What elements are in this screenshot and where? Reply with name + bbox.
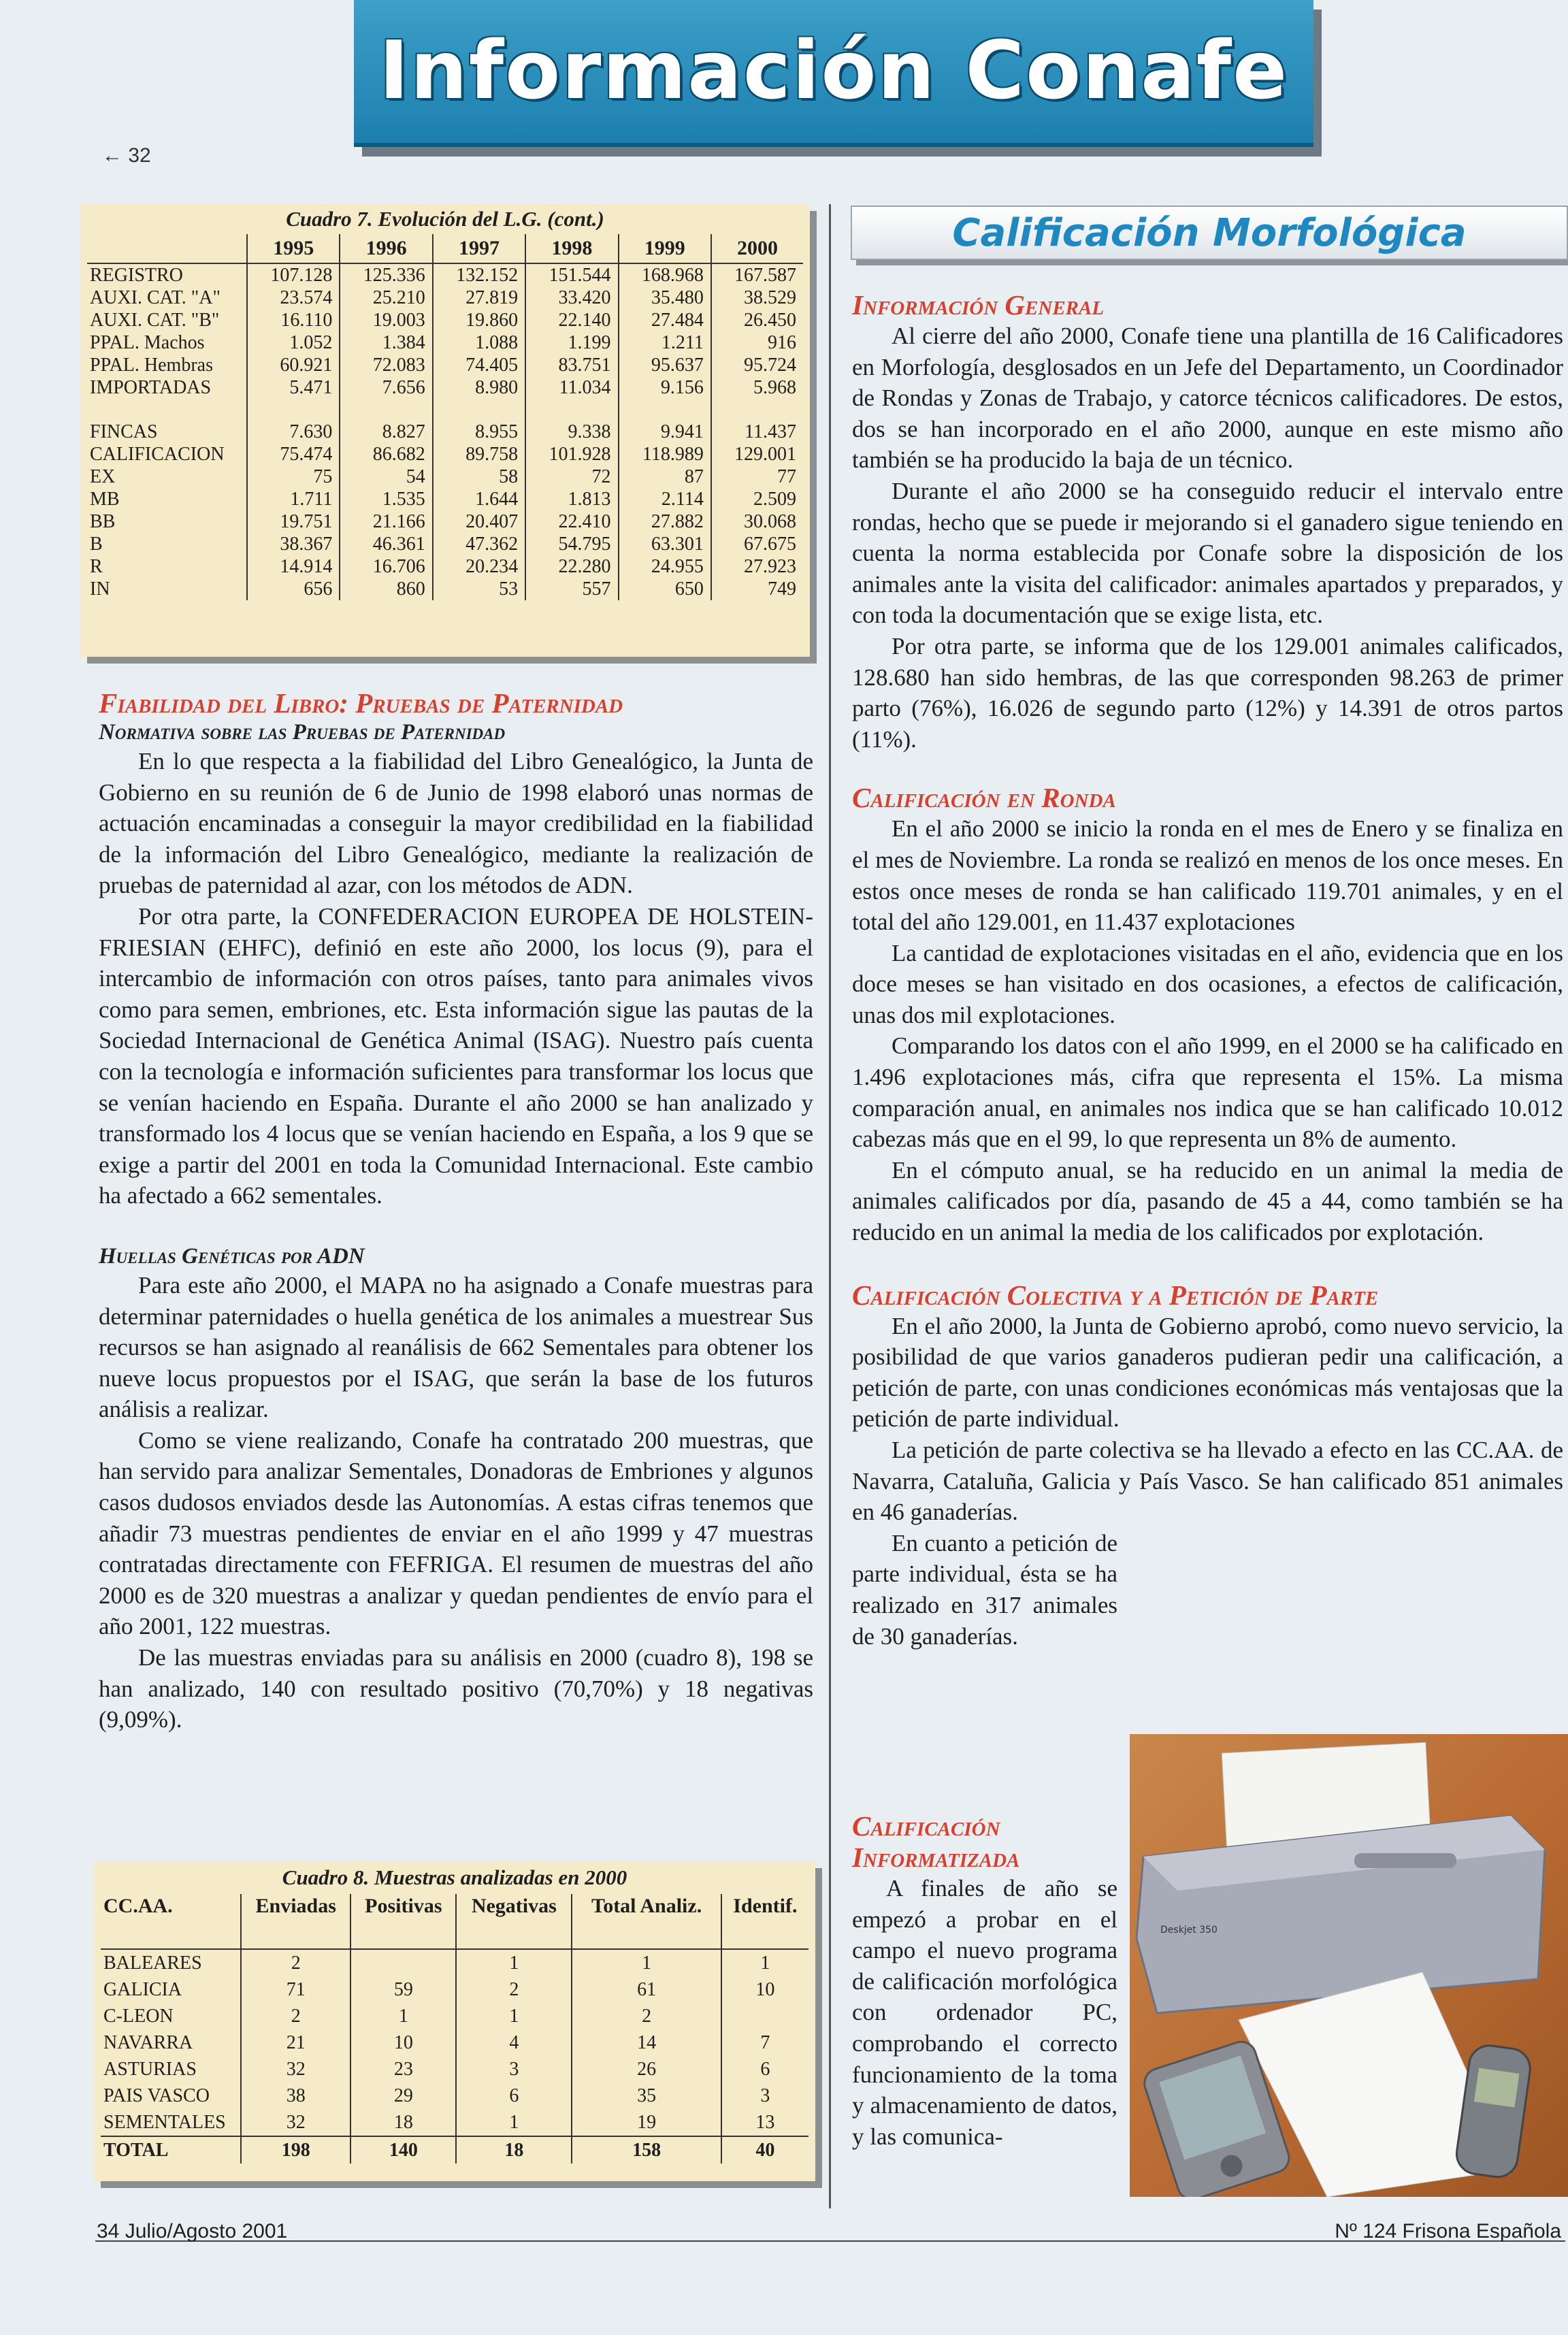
footer-issue-date: 34 Julio/Agosto 2001 (97, 2220, 288, 2242)
table-7-row-label: IMPORTADAS (90, 377, 212, 398)
section-heading-colectiva: Calificación Colectiva y a Petición de Parte (852, 1279, 1379, 1311)
paragraph: En cuanto a petición de parte individual, ésta se ha realizado en 317 animales de 30 ganaderías. (852, 1529, 1117, 1650)
right-column-lower (852, 1810, 1117, 2152)
table-7-cell: 101.928 (525, 443, 618, 466)
table-8-row-label: GALICIA (103, 1979, 182, 2000)
table-7-cell: 125.336 (340, 263, 432, 287)
table-7-cell: 27.484 (619, 309, 711, 331)
table-8-cell: 21 (241, 2029, 350, 2056)
table-7-year: 1998 (525, 234, 618, 263)
table-8-row (101, 1949, 808, 1976)
table-7-row-label: BB (90, 511, 116, 532)
table-7-spacer-cell (711, 399, 803, 421)
table-8-header: Negativas (456, 1894, 572, 1949)
table-7-row-label: R (90, 556, 103, 577)
table-7-spacer-cell (87, 399, 247, 421)
table-7-cell: 1.052 (247, 331, 340, 354)
table-8-cell: 7 (721, 2029, 808, 2056)
table-7-cell: 16.706 (340, 555, 432, 578)
table-7-cell: 1.088 (433, 331, 525, 354)
printer-buttons (1354, 1853, 1456, 1868)
table-8-cell: 158 (572, 2136, 721, 2163)
table-7-cell: 14.914 (247, 555, 340, 578)
table-7-cell: 20.407 (433, 510, 525, 533)
table-7-cell: 16.110 (247, 309, 340, 331)
table-7-cell: 1.813 (525, 488, 618, 510)
table-8-cell: 1 (456, 2003, 572, 2029)
table-7-cell: 87 (619, 466, 711, 488)
table-7-row-label: B (90, 534, 103, 555)
table-7-cell: 58 (433, 466, 525, 488)
table-7-spacer-cell (340, 399, 432, 421)
table-7-cell: 26.450 (711, 309, 803, 331)
table-7-cell: 83.751 (525, 354, 618, 376)
mobile-phone-icon (1454, 2043, 1533, 2180)
table-7-cell: 53 (433, 578, 525, 600)
table-7-row (87, 555, 803, 578)
table-8-cell: 71 (241, 1976, 350, 2003)
paragraph: Como se viene realizando, Conafe ha contratado 200 muestras, que han servido para analizar Sementales, Donadoras de Embriones y algunos casos dudosos enviados desde las Autonomías. A estas cifras tenemos que añadir 73 muestras pendientes de enviar en el año 1999 y 47 muestras contratadas directamente con FEFRIGA. El resumen de muestras del año 2000 es de 320 muestras a analizar y quedan pendientes de envío para el año 2001, 122 muestras. (99, 1426, 813, 1640)
table-7-cell: 8.827 (340, 421, 432, 443)
paragraph: Para este año 2000, el MAPA no ha asignado a Conafe muestras para determinar paternidades o huella genética de los animales a muestrear Sus recursos se han asignado al reanálisis de 662 Sementales para obtener los nueve locus propuestos por el ISAG, que serán la base de los futuros análisis a realizar. (99, 1271, 813, 1423)
page-reference (102, 144, 151, 167)
table-8 (94, 1861, 815, 2181)
paragraph: La petición de parte colectiva se ha llevado a efecto en las CC.AA. de Navarra, Cataluña, Galicia y País Vasco. Se han calificado 851 animales en 46 ganaderías. (852, 1437, 1563, 1526)
table-7-cell: 27.819 (433, 287, 525, 309)
table-8-cell: 29 (350, 2083, 456, 2109)
table-7-cell: 24.955 (619, 555, 711, 578)
table-7-spacer-cell (525, 399, 618, 421)
table-8-cell (721, 2003, 808, 2029)
table-8-row-label: NAVARRA (103, 2032, 193, 2053)
table-8-cell: 14 (572, 2029, 721, 2056)
paragraph: En lo que respecta a la fiabilidad del Libro Genealógico, la Junta de Gobierno en su reunión de 6 de Junio de 1998 elaboró unas normas de actuación encaminadas a conseguir la mayor credibilidad en la fiabilidad de la información del Libro Genealógico, mediante la realización de pruebas de paternidad al azar, con los métodos de ADN. (99, 748, 813, 899)
table-7-cell: 8.955 (433, 421, 525, 443)
table-8-cell: 6 (721, 2056, 808, 2083)
table-8-cell: 10 (721, 1976, 808, 2003)
table-7-cell: 95.637 (619, 354, 711, 376)
table-7-cell: 67.675 (711, 533, 803, 555)
table-7-cell: 151.544 (525, 263, 618, 287)
table-7-row-label: REGISTRO (90, 265, 183, 286)
subheading-huellas: Huellas Genéticas por ADN (99, 1243, 365, 1269)
table-7-corner (87, 234, 247, 263)
table-7-cell: 25.210 (340, 287, 432, 309)
table-7-cell: 54 (340, 466, 432, 488)
table-7-cell: 7.656 (340, 376, 432, 399)
table-7-spacer-cell (247, 399, 340, 421)
printer-label: Deskjet 350 (1160, 1925, 1218, 1936)
table-8-cell: 59 (350, 1976, 456, 2003)
paragraph: Comparando los datos con el año 1999, en el 2000 se ha calificado en 1.496 explotaciones más, cifra que representa el 15%. La misma comparación anual, en animales nos indica que se han calificado 10.012 cabezas más que en el 99, lo que representa un 8% de aumento. (852, 1032, 1563, 1153)
table-8-row-label: ASTURIAS (103, 2059, 197, 2080)
table-8-row-label: TOTAL (101, 2136, 241, 2163)
table-7-cell: 9.156 (619, 376, 711, 399)
table-7-row-label: AUXI. CAT. "B" (90, 310, 220, 331)
table-7-spacer-cell (433, 399, 525, 421)
table-8-row (101, 1976, 808, 2003)
table-7-cell: 27.923 (711, 555, 803, 578)
table-8-cell: 61 (572, 1976, 721, 2003)
table-7-cell: 8.980 (433, 376, 525, 399)
table-7-row (87, 354, 803, 376)
section-heading-fiabilidad: Fiabilidad del Libro: Pruebas de Paternidad (99, 687, 623, 719)
table-8-cell: 18 (456, 2136, 572, 2163)
table-7-cell: 118.989 (619, 443, 711, 466)
table-8-row (101, 2109, 808, 2136)
footer-magazine: Nº 124 Frisona Española (1335, 2220, 1561, 2242)
table-7-row-label: PPAL. Hembras (90, 355, 213, 376)
section-heading-informacion-general: Información General (852, 289, 1105, 321)
page-reference-number: 32 (128, 144, 151, 167)
table-8-cell: 2 (456, 1976, 572, 2003)
table-7-year: 1997 (433, 234, 525, 263)
table-7-cell: 557 (525, 578, 618, 600)
table-7-row (87, 421, 803, 443)
table-7-cell: 19.751 (247, 510, 340, 533)
table-7-row (87, 376, 803, 399)
table-7-cell: 5.471 (247, 376, 340, 399)
paragraph: En el año 2000 se inicio la ronda en el mes de Enero y se finaliza en el mes de Noviembre. La ronda se realizó en menos de los once meses. En estos once meses de ronda se han calificado 119.701 animales, y en el total del año 129.001, en 11.437 explotaciones (852, 815, 1563, 936)
table-8-header: Enviadas (241, 1894, 350, 1949)
table-8-cell: 40 (721, 2136, 808, 2163)
paragraph: Por otra parte, la CONFEDERACION EUROPEA DE HOLSTEIN-FRIESIAN (EHFC), definió en este año 2000, los locus (9), para el intercambio de información con otros países, tanto para animales vivos como para semen, embriones, etc. Esta información sigue las pautas de la Sociedad Internacional de Genética Animal (ISAG). Nuestro país cuenta con la tecnología e información suficientes para transformar los locus que se venían haciendo en España. Durante el año 2000 se han analizado y transformado los 4 locus que se venían haciendo en España, a los 9 que se exige a partir del 2001 en toda la Comunidad Internacional. Este cambio ha afectado a 662 sementales. (99, 902, 813, 1209)
table-7-spacer-row (87, 399, 803, 421)
table-8-row-label: SEMENTALES (103, 2112, 226, 2133)
table-7-row-label: FINCAS (90, 421, 158, 442)
table-8-cell: 26 (572, 2056, 721, 2083)
table-8-cell: 1 (572, 1949, 721, 1976)
table-8-row (101, 2083, 808, 2109)
table-7-year: 2000 (711, 234, 803, 263)
table-8-total-row (101, 2136, 808, 2163)
table-8-header: Identif. (721, 1894, 808, 1949)
table-7-row (87, 578, 803, 600)
table-8-row (101, 2029, 808, 2056)
table-7-row-label: AUXI. CAT. "A" (90, 287, 220, 308)
table-7-body (87, 263, 803, 600)
table-7-row (87, 533, 803, 555)
table-8-cell: 198 (241, 2136, 350, 2163)
table-8-cell: 1 (456, 1949, 572, 1976)
table-7-year: 1995 (247, 234, 340, 263)
table-7-cell: 1.535 (340, 488, 432, 510)
table-8-row-label: PAIS VASCO (103, 2085, 210, 2106)
subheading-normativa: Normativa sobre las Pruebas de Paternidad (99, 720, 506, 745)
paragraph: En el año 2000, la Junta de Gobierno aprobó, como nuevo servicio, la posibilidad de que varios ganaderos pudieran pedir una calificación, a petición de parte, con unas condiciones económicas más ventajosas que la petición de parte individual. (852, 1312, 1563, 1433)
table-8-cell: 10 (350, 2029, 456, 2056)
table-7-row-label: IN (90, 578, 110, 600)
table-7-cell: 1.644 (433, 488, 525, 510)
table-8-cell: 140 (350, 2136, 456, 2163)
table-7-cell: 33.420 (525, 287, 618, 309)
equipment-photo (1130, 1734, 1568, 2197)
table-7-cell: 19.860 (433, 309, 525, 331)
table-8-cell: 6 (456, 2083, 572, 2109)
table-7-cell: 20.234 (433, 555, 525, 578)
table-7-cell: 2.509 (711, 488, 803, 510)
table-7-row-label: MB (90, 489, 120, 510)
column-divider (829, 204, 831, 2208)
table-7-cell: 75.474 (247, 443, 340, 466)
table-7-cell: 47.362 (433, 533, 525, 555)
table-7-row-label: EX (90, 466, 116, 487)
table-7-cell: 86.682 (340, 443, 432, 466)
table-8-body (101, 1949, 808, 2163)
right-column (852, 289, 1563, 1652)
table-7-cell: 1.211 (619, 331, 711, 354)
paragraph: A finales de año se empezó a probar en el campo el nuevo programa de calificación morfológica con ordenador PC, comprobando el correcto funcionamiento de la toma y almacenamiento de datos, y las comunica- (852, 1875, 1117, 2150)
table-8-cell: 2 (241, 2003, 350, 2029)
table-7-cell: 656 (247, 578, 340, 600)
table-8-header: Positivas (350, 1894, 456, 1949)
paragraph: De las muestras enviadas para su análisis en 2000 (cuadro 8), 198 se han analizado, 140 con resultado positivo (70,70%) y 18 negativas (9,09%). (99, 1644, 813, 1733)
table-7-cell: 21.166 (340, 510, 432, 533)
table-7-year: 1996 (340, 234, 432, 263)
table-7-row (87, 510, 803, 533)
table-7-row (87, 443, 803, 466)
table-8-header: Total Analiz. (572, 1894, 721, 1949)
table-7-grid (87, 234, 803, 600)
table-8-row (101, 2056, 808, 2083)
table-7-cell: 19.003 (340, 309, 432, 331)
table-7-row-label: CALIFICACION (90, 444, 225, 465)
table-8-row (101, 2003, 808, 2029)
table-7-cell: 168.968 (619, 263, 711, 287)
table-8-cell: 35 (572, 2083, 721, 2109)
table-8-cell: 38 (241, 2083, 350, 2109)
table-7-cell: 35.480 (619, 287, 711, 309)
table-7-cell: 167.587 (711, 263, 803, 287)
table-8-header: CC.AA. (101, 1894, 241, 1949)
table-7-header-row (87, 234, 803, 263)
table-7 (80, 204, 810, 657)
left-column (99, 687, 813, 1735)
table-8-cell: 1 (350, 2003, 456, 2029)
table-7-cell: 916 (711, 331, 803, 354)
masthead-title: Información Conafe (378, 23, 1289, 117)
table-7-cell: 9.941 (619, 421, 711, 443)
table-7-cell: 30.068 (711, 510, 803, 533)
right-section-title: Calificación Morfológica (952, 211, 1467, 255)
back-arrow-icon: ← (102, 144, 122, 167)
table-7-cell: 22.280 (525, 555, 618, 578)
table-7-cell: 46.361 (340, 533, 432, 555)
table-8-cell: 2 (241, 1949, 350, 1976)
table-7-row (87, 287, 803, 309)
table-7-cell: 75 (247, 466, 340, 488)
table-7-cell: 1.384 (340, 331, 432, 354)
table-8-header-row (101, 1894, 808, 1949)
table-7-spacer-cell (619, 399, 711, 421)
table-7-cell: 749 (711, 578, 803, 600)
table-7-cell: 27.882 (619, 510, 711, 533)
table-8-grid (101, 1894, 808, 2163)
table-7-cell: 72 (525, 466, 618, 488)
table-8-cell: 1 (721, 1949, 808, 1976)
table-7-cell: 38.529 (711, 287, 803, 309)
table-7-cell: 22.410 (525, 510, 618, 533)
paragraph: Durante el año 2000 se ha conseguido reducir el intervalo entre rondas, hecho que se puede ir mejorando si el ganadero sigue teniendo en cuenta la norma establecida por Conafe sobre la disposición de los animales ante la visita del calificador: animales apartados y preparados, y con toda la documentación que se exige lista, etc. (852, 477, 1563, 629)
table-7-cell: 11.034 (525, 376, 618, 399)
table-7-cell: 7.630 (247, 421, 340, 443)
table-7-row (87, 263, 803, 287)
table-8-cell: 19 (572, 2109, 721, 2136)
table-7-cell: 77 (711, 466, 803, 488)
table-7-cell: 11.437 (711, 421, 803, 443)
table-7-caption: Cuadro 7. Evolución del L.G. (cont.) (286, 207, 604, 231)
table-7-row-label: PPAL. Machos (90, 332, 205, 353)
table-7-cell: 129.001 (711, 443, 803, 466)
table-7-row (87, 466, 803, 488)
table-7-year: 1999 (619, 234, 711, 263)
table-7-cell: 54.795 (525, 533, 618, 555)
table-7-cell: 5.968 (711, 376, 803, 399)
table-7-cell: 38.367 (247, 533, 340, 555)
paragraph: Por otra parte, se informa que de los 129.001 animales calificados, 128.680 han sido hembras, de las que corresponden 98.263 de primer parto (76%), 16.026 de segundo parto (12%) y 14.391 de otros partos (11%). (852, 632, 1563, 753)
table-8-row-label: BALEARES (103, 1953, 202, 1974)
section-heading-informatizada: Calificación Informatizada (852, 1810, 1020, 1873)
table-7-cell: 650 (619, 578, 711, 600)
table-7-cell: 107.128 (247, 263, 340, 287)
table-8-cell: 2 (572, 2003, 721, 2029)
table-7-cell: 72.083 (340, 354, 432, 376)
table-7-cell: 74.405 (433, 354, 525, 376)
table-8-cell: 18 (350, 2109, 456, 2136)
table-8-cell: 23 (350, 2056, 456, 2083)
table-8-caption: Cuadro 8. Muestras analizadas en 2000 (282, 1865, 627, 1889)
table-8-cell: 1 (456, 2109, 572, 2136)
section-heading-ronda: Calificación en Ronda (852, 782, 1116, 814)
table-7-cell: 95.724 (711, 354, 803, 376)
table-7-cell: 63.301 (619, 533, 711, 555)
table-8-cell: 3 (721, 2083, 808, 2109)
paragraph: La cantidad de explotaciones visitadas en el año, evidencia que en los doce meses se han visitado en dos ocasiones, a efectos de calificación, unas dos mil explotaciones. (852, 939, 1563, 1028)
table-8-row-label: C-LEON (103, 2006, 174, 2027)
table-7-cell: 1.199 (525, 331, 618, 354)
table-8-cell: 32 (241, 2056, 350, 2083)
table-7-cell: 23.574 (247, 287, 340, 309)
table-7-cell: 860 (340, 578, 432, 600)
table-7-cell: 22.140 (525, 309, 618, 331)
equipment-photo-illustration (1130, 1734, 1568, 2197)
table-7-cell: 132.152 (433, 263, 525, 287)
table-8-cell: 32 (241, 2109, 350, 2136)
table-7-cell: 60.921 (247, 354, 340, 376)
paragraph: En el cómputo anual, se ha reducido en un animal la media de animales calificados por día, pasando de 45 a 44, como también se ha reducido en un animal la media de los calificados por explotación. (852, 1156, 1563, 1246)
table-8-cell: 4 (456, 2029, 572, 2056)
table-7-row (87, 331, 803, 354)
table-7-cell: 9.338 (525, 421, 618, 443)
right-section-banner (851, 206, 1568, 260)
paragraph: Al cierre del año 2000, Conafe tiene una plantilla de 16 Calificadores en Morfología, desglosados en un Jefe del Departamento, un Coordinador de Rondas y Zonas de Trabajo, y catorce técnicos calificadores. De estos, dos se han incorporado en el año 2000, aunque en este mismo año también se ha producido la baja de un técnico. (852, 323, 1563, 474)
masthead-banner (354, 0, 1313, 147)
table-7-row (87, 488, 803, 510)
table-7-cell: 1.711 (247, 488, 340, 510)
table-8-cell: 3 (456, 2056, 572, 2083)
table-8-cell (350, 1949, 456, 1976)
table-7-cell: 2.114 (619, 488, 711, 510)
table-7-row (87, 309, 803, 331)
table-7-cell: 89.758 (433, 443, 525, 466)
table-8-cell: 13 (721, 2109, 808, 2136)
